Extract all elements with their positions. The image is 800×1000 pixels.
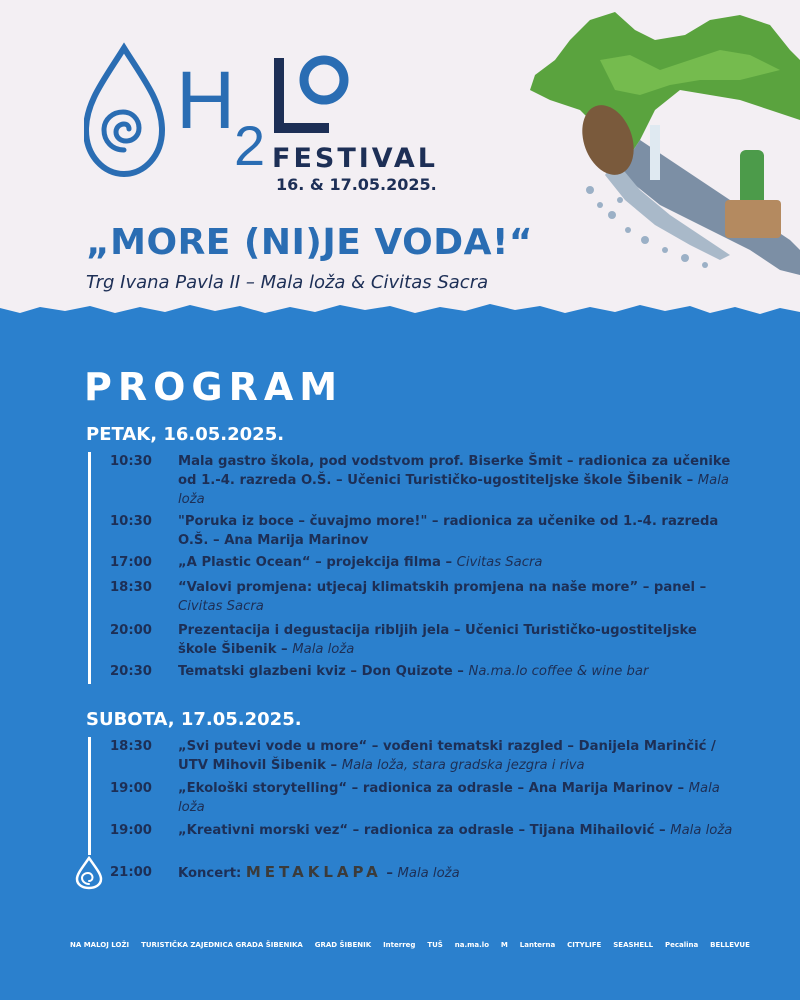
event-row	[110, 779, 740, 817]
event-place: Civitas Sacra	[456, 555, 543, 570]
day-friday-line	[88, 452, 91, 684]
event-row	[110, 621, 740, 659]
event-desc	[178, 512, 740, 550]
sponsor-logo: Interreg	[383, 941, 416, 949]
event-place: Mala loža, stara gradska jezgra i riva	[341, 758, 585, 773]
torn-paper-edge	[0, 298, 800, 328]
event-row	[110, 821, 740, 840]
event-time: 19:00	[110, 823, 152, 838]
event-text: „Svi putevi vode u more“ – vođeni tematski razgled – Danijela Marinčić / UTV Mihovil Šibenik –	[178, 739, 716, 773]
event-desc	[178, 821, 740, 840]
day-friday-label: PETAK, 16.05.2025.	[86, 424, 285, 445]
sponsor-logos	[70, 920, 750, 970]
event-row	[110, 578, 740, 616]
event-text: Mala gastro škola, pod vodstvom prof. Biserke Šmit – radionica za učenike od 1.-4. razreda O.Š. – Učenici Turističko-ugostiteljske škole Šibenik –	[178, 454, 731, 488]
sponsor-logo: CITYLIFE	[567, 941, 602, 949]
event-desc	[178, 863, 740, 883]
event-text: „Ekološki storytelling“ – radionica za odrasle – Ana Marija Marinov –	[178, 781, 689, 796]
event-text: Tematski glazbeni kviz – Don Quizote –	[178, 664, 469, 679]
program-title: PROGRAM	[84, 365, 344, 409]
event-row	[110, 452, 740, 509]
event-time: 20:00	[110, 623, 152, 638]
sponsor-logo: GRAD ŠIBENIK	[314, 941, 372, 949]
event-text: –	[381, 866, 398, 881]
sponsor-logo: TURISTIČKA ZAJEDNICA GRADA ŠIBENIKA	[141, 941, 303, 949]
event-place: Mala loža	[178, 781, 720, 815]
logo-h: H	[176, 55, 236, 146]
event-desc	[178, 737, 740, 775]
headline: „MORE (NI)JE VODA!“	[86, 222, 534, 263]
event-time: 18:30	[110, 739, 152, 754]
event-time: 19:00	[110, 781, 152, 796]
event-time: 18:30	[110, 580, 152, 595]
sponsor-logo: Pecalina	[665, 941, 699, 949]
logo-two: 2	[234, 114, 266, 177]
header-area	[0, 0, 800, 330]
event-text: “Valovi promjena: utjecaj klimatskih promjena na naše more” – panel –	[178, 580, 707, 595]
event-row	[110, 553, 740, 572]
event-place: Mala loža	[178, 473, 730, 507]
event-place: Mala loža	[397, 866, 460, 881]
sponsor-logo: M	[500, 941, 508, 949]
event-desc	[178, 779, 740, 817]
sponsor-logo: BELLEVUE	[710, 941, 750, 949]
location: Trg Ivana Pavla II – Mala loža & Civitas Sacra	[86, 272, 489, 293]
event-desc	[178, 662, 740, 681]
event-desc	[178, 452, 740, 509]
logo-festival: FESTIVAL	[272, 143, 438, 174]
event-row	[110, 863, 740, 883]
event-place: Mala loža	[670, 823, 733, 838]
event-place: Na.ma.lo coffee & wine bar	[468, 664, 649, 679]
event-text: Koncert:	[178, 866, 246, 881]
event-text: „Kreativni morski vez“ – radionica za odrasle – Tijana Mihailović –	[178, 823, 671, 838]
day-saturday-label: SUBOTA, 17.05.2025.	[86, 709, 302, 730]
droplet-icon	[74, 856, 104, 890]
event-time: 10:30	[110, 514, 152, 529]
event-time: 21:00	[110, 865, 152, 880]
event-text: Prezentacija i degustacija ribljih jela – Učenici Turističko-ugostiteljske škole Šibenik –	[178, 623, 697, 657]
event-place: Mala loža	[292, 642, 355, 657]
festival-dates: 16. & 17.05.2025.	[276, 175, 437, 194]
event-time: 10:30	[110, 454, 152, 469]
event-row	[110, 512, 740, 550]
sponsor-logo: Lanterna	[519, 941, 556, 949]
sponsor-logo: TUŠ	[427, 941, 443, 949]
day-saturday-line	[88, 737, 91, 855]
event-row	[110, 662, 740, 681]
band-name: METAKLAPA	[245, 863, 382, 881]
sponsor-logo: SEASHELL	[613, 941, 654, 949]
sponsor-logo: NA MALOJ LOŽI	[70, 941, 130, 949]
event-text: "Poruka iz boce – čuvajmo more!" – radionica za učenike od 1.-4. razreda O.Š. – Ana Marija Marinov	[178, 514, 719, 548]
event-time: 17:00	[110, 555, 152, 570]
event-desc	[178, 553, 740, 572]
event-place: Civitas Sacra	[178, 599, 264, 614]
event-desc	[178, 621, 740, 659]
event-text: „A Plastic Ocean“ – projekcija filma –	[178, 555, 457, 570]
h2lo-logo	[84, 40, 484, 200]
sponsor-logo: na.ma.lo	[454, 941, 490, 949]
event-desc	[178, 578, 740, 616]
event-row	[110, 737, 740, 775]
event-time: 20:30	[110, 664, 152, 679]
